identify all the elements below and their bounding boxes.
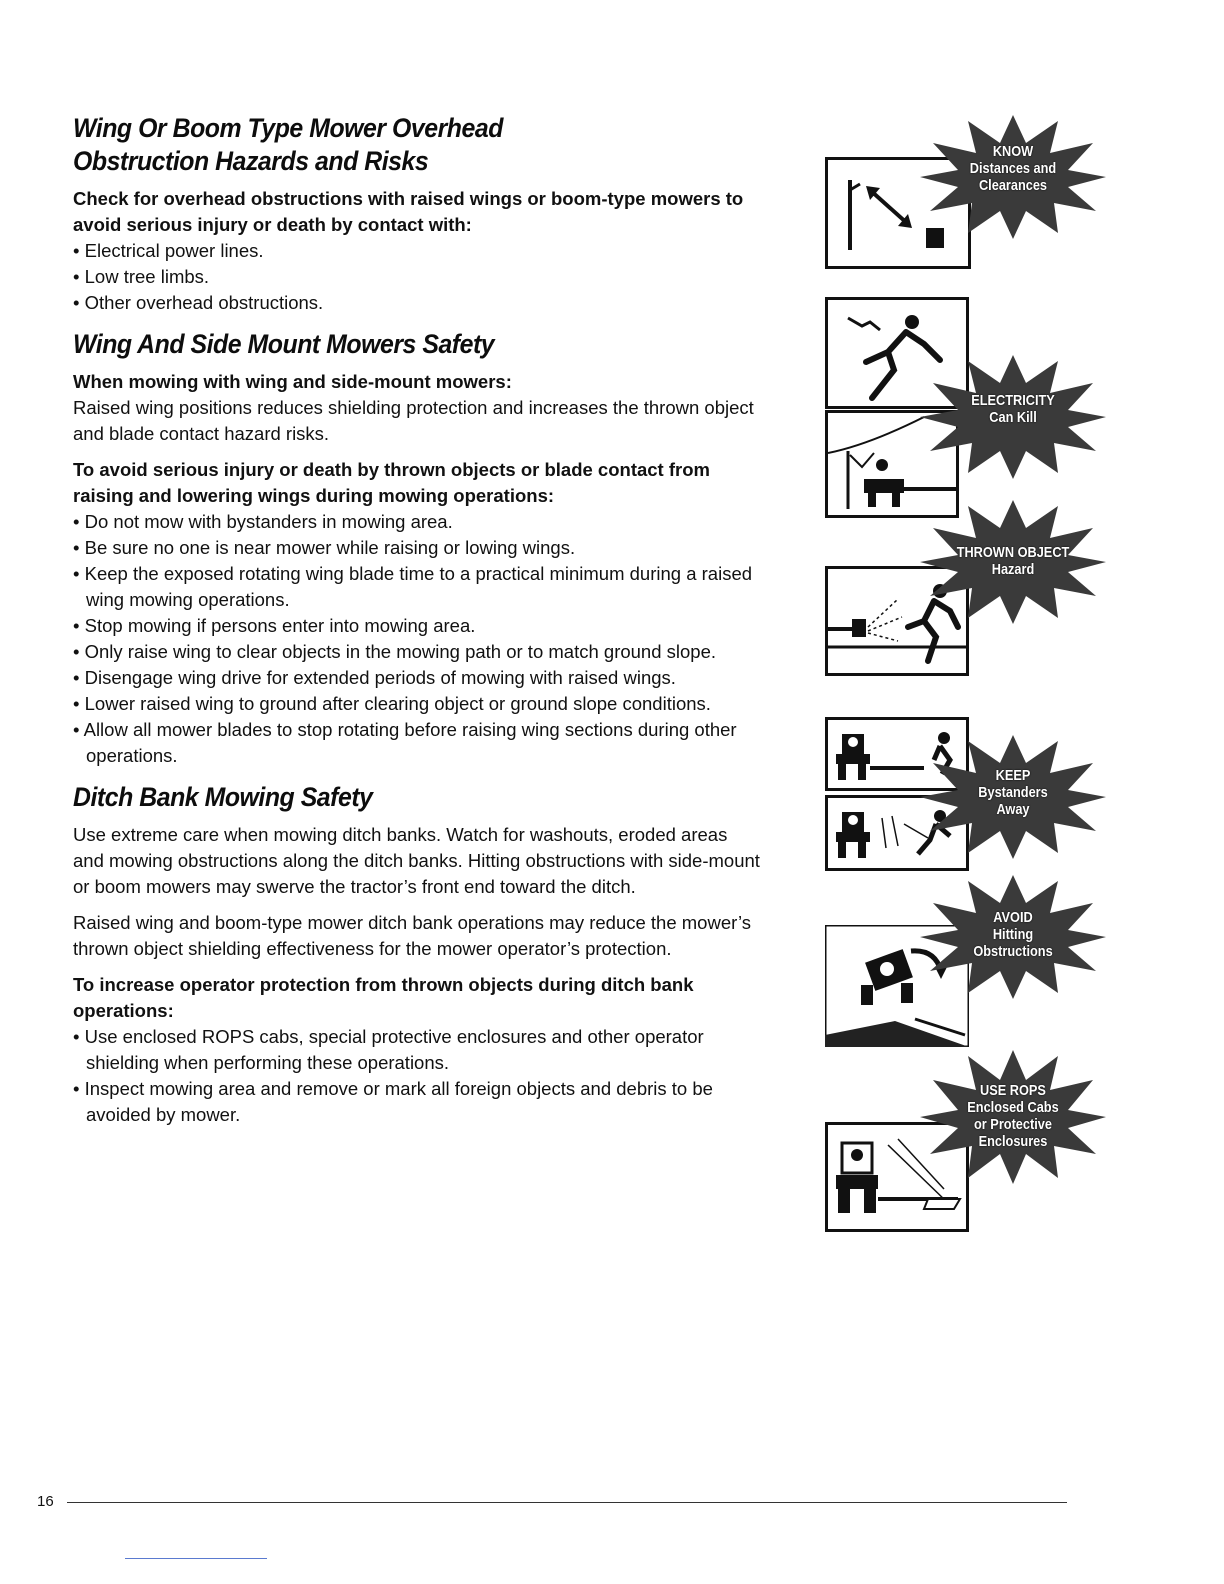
- electricity-icon: [820, 295, 1110, 525]
- section-title-overhead: [73, 112, 708, 178]
- ditch-paragraph-1: Use extreme care when mowing ditch banks. Watch for washouts, eroded areas and mowing obstructions along the ditch banks. Hitting obstructions with side-mount or boom mowers may swerve the tractor’s front end toward the ditch.: [73, 824, 760, 897]
- list-item: • Use enclosed ROPS cabs, special protective enclosures and other operator shielding when performing these operations.: [73, 1024, 763, 1076]
- list-item: • Low tree limbs.: [73, 264, 763, 290]
- safety-icon-column: [820, 115, 1110, 1245]
- section-title-overhead-line2: Obstruction Hazards and Risks: [73, 146, 429, 176]
- list-item: • Electrical power lines.: [73, 238, 763, 264]
- page-number: 16: [37, 1493, 54, 1510]
- know-label: KNOW: [992, 143, 1034, 160]
- ditch-lead: To increase operator protection from thrown objects during ditch bank operations:: [73, 974, 694, 1021]
- avoid-obstructions-label: AVOID: [993, 909, 1033, 926]
- footer-blue-rule: [125, 1558, 267, 1559]
- footer-rule: [67, 1502, 1067, 1503]
- section-title-wing: Wing And Side Mount Mowers Safety: [73, 329, 495, 359]
- use-rops-icon: [820, 1050, 1110, 1235]
- avoid-obstructions-label: Hitting: [992, 926, 1034, 943]
- main-content: [73, 112, 763, 1128]
- know-distances-icon: [820, 115, 1110, 275]
- list-item: • Inspect mowing area and remove or mark all foreign objects and debris to be avoided by mower.: [73, 1076, 763, 1128]
- know-label: Clearances: [978, 177, 1048, 194]
- keep-bystanders-label: KEEP: [995, 767, 1031, 784]
- section-title-ditch: Ditch Bank Mowing Safety: [73, 782, 373, 812]
- section-title-overhead-line1: Wing Or Boom Type Mower Overhead: [73, 113, 503, 143]
- wing-lead-2: To avoid serious injury or death by thrown objects or blade contact from raising and lowering wings during mowing operations:: [73, 459, 710, 506]
- list-item: • Be sure no one is near mower while raising or lowing wings.: [73, 535, 763, 561]
- thrown-object-label: Hazard: [991, 561, 1035, 578]
- list-item: • Disengage wing drive for extended periods of mowing with raised wings.: [73, 665, 763, 691]
- overhead-bullet-list: [73, 238, 763, 316]
- electricity-label: ELECTRICITY: [971, 392, 1055, 409]
- electricity-label: Can Kill: [989, 409, 1037, 426]
- use-rops-label: Enclosed Cabs: [967, 1099, 1059, 1116]
- list-item: • Do not mow with bystanders in mowing area.: [73, 509, 763, 535]
- ditch-paragraph-2: Raised wing and boom-type mower ditch bank operations may reduce the mower’s thrown object shielding effectiveness for the mower operator’s protection.: [73, 912, 751, 959]
- use-rops-label: USE ROPS: [980, 1082, 1046, 1099]
- thrown-object-icon: [820, 500, 1110, 680]
- wing-lead: When mowing with wing and side-mount mowers:: [73, 371, 512, 392]
- keep-bystanders-icon: [820, 715, 1110, 875]
- keep-bystanders-label: Away: [996, 801, 1030, 818]
- list-item: • Stop mowing if persons enter into mowing area.: [73, 613, 763, 639]
- overhead-lead: Check for overhead obstructions with raised wings or boom-type mowers to avoid serious injury or death by contact with:: [73, 188, 744, 235]
- know-label: Distances and: [969, 160, 1057, 177]
- use-rops-label: or Protective: [974, 1116, 1052, 1133]
- list-item: • Other overhead obstructions.: [73, 290, 763, 316]
- wing-paragraph: Raised wing positions reduces shielding protection and increases the thrown object and blade contact hazard risks.: [73, 397, 754, 444]
- list-item: • Allow all mower blades to stop rotating before raising wing sections during other operations.: [73, 717, 763, 769]
- keep-bystanders-label: Bystanders: [978, 784, 1048, 801]
- thrown-object-label: THROWN OBJECT: [956, 544, 1070, 561]
- avoid-obstructions-icon: [820, 875, 1110, 1055]
- avoid-obstructions-label: Obstructions: [973, 943, 1053, 960]
- list-item: • Keep the exposed rotating wing blade time to a practical minimum during a raised wing mowing operations.: [73, 561, 763, 613]
- use-rops-label: Enclosures: [978, 1133, 1048, 1150]
- ditch-bullet-list: [73, 1024, 763, 1128]
- wing-bullet-list: [73, 509, 763, 769]
- list-item: • Only raise wing to clear objects in the mowing path or to match ground slope.: [73, 639, 763, 665]
- list-item: • Lower raised wing to ground after clearing object or ground slope conditions.: [73, 691, 763, 717]
